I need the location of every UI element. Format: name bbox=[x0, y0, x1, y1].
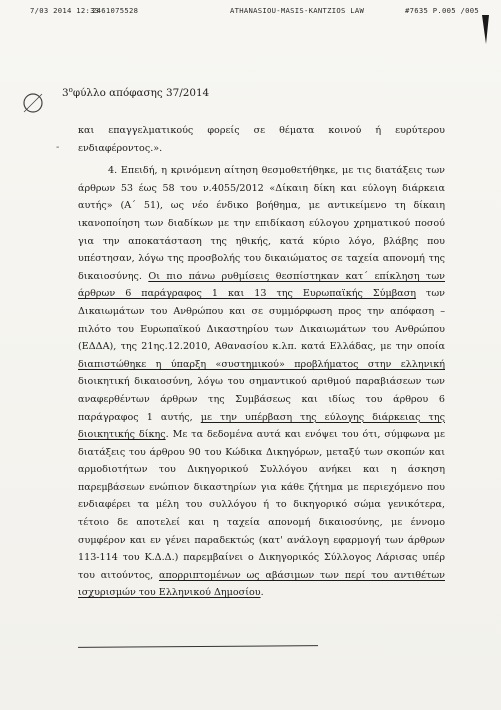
paragraph bbox=[78, 162, 445, 602]
sheet-number-sup: o bbox=[68, 86, 73, 94]
text-segment: διοικητική δικαιοσύνη, λόγω του σημαντικού αριθμού παραβιάσεων των αναφερθέντων άρθρων της Συμβάσεως και ιδίως του άρθρου 6 παράγραφος 1 αυτής, bbox=[78, 376, 445, 423]
margin-dash-mark: - bbox=[56, 142, 60, 153]
fax-sender: ATHANASIOU-MASIS-KANTZIOS LAW bbox=[230, 6, 365, 15]
text-segment: των Δικαιωμάτων του Ανθρώπου και σε συμμόρφωση προς την απόφαση – πιλότο του Ευρωπαϊκού Δικαστηρίου των Δικαιωμάτων του Ανθρώπου (ΕΔΔΑ), της 21ης.12.2010, Αθανασίου κ.λπ. κατά Ελλάδας, με την οποία bbox=[78, 288, 446, 353]
handwritten-underline bbox=[78, 645, 318, 648]
punch-hole-mark bbox=[20, 90, 46, 116]
text-segment: . bbox=[260, 587, 264, 599]
underlined-text: απορριπτομένων ως αβάσιμων των περί του αντιθέτων ισχυρισμών του Ελληνικού Δημοσίου bbox=[78, 569, 445, 599]
underlined-text: με την υπέρβαση της εύλογης διάρκειας της διοικητικής δίκης bbox=[78, 411, 445, 441]
text-segment: 4. Επειδή, η κρινόμενη αίτηση θεσμοθετήθηκε, με τις διατάξεις των άρθρων 53 έως 58 του ν.4055/2012 «Δίκαιη δίκη και εύλογη διάρκεια αυτής» (Α΄ 51), ως νέο ένδικο βοήθημα, με αντικείμενο τη δίκαιη ικανοποίηση των διαδίκων με την επιδίκαση εύλογου χρηματικού ποσού για την αποκατάσταση της ηθικής, κατά κύριο λόγο, βλάβης που υπέστησαν, λόγω της προσβολής του δικαιώματος σε ταχεία απονομή της δικαιοσύνης. bbox=[78, 165, 445, 282]
underlined-text: Οι πιο πάνω ρυθμίσεις θεσπίστηκαν κατ΄ επίκληση των άρθρων 6 παράγραφος 1 και 13 της Ευρωπαϊκής Σύμβαση bbox=[78, 270, 445, 300]
sheet-number: 3 bbox=[62, 87, 69, 99]
fax-date: 7/03 2014 12:33 bbox=[30, 6, 100, 15]
text-segment: . Με τα δεδομένα αυτά και ενόψει του ότι, σύμφωνα με διατάξεις του άρθρου 90 του Κώδικα Δικηγόρων, μεταξύ των σκοπών και αρμοδιοτήτων του Δικηγορικού Συλλόγου ανήκει και η άσκηση παρεμβάσεων ενώπιον δικαστηρίων για κάθε ζήτημα με περιεχόμενο που ενδιαφέρει τα μέλη του συλλόγου ή το δικηγορικό σώμα γενικότερα, τέτοιο δε αποτελεί και η ταχεία απονομή δικαιοσύνης, με έννομο συμφέρον και εν γένει παραδεκτώς (κατ' ανάλογη εφαρμογή των άρθρων 113-114 του Κ.Δ.Δ.) παρεμβαίνει ο Δικηγορικός Σύλλογος Λάρισας υπέρ του αιτούντος, bbox=[78, 429, 445, 581]
fax-page: #7635 P.005 /005 bbox=[405, 6, 480, 15]
fax-number: 2461075528 bbox=[92, 6, 139, 15]
underlined-text: διαπιστώθηκε η ύπαρξη «συστημικού» προβλήματος στην ελληνική bbox=[78, 358, 445, 370]
paragraph bbox=[78, 122, 445, 157]
sheet-title bbox=[62, 86, 209, 99]
text-segment: και επαγγελματικούς φορείς σε θέματα κοινού ή ευρύτερου ενδιαφέροντος.». bbox=[78, 125, 445, 154]
sheet-title-text: φύλλο απόφασης 37/2014 bbox=[72, 87, 210, 99]
document-body bbox=[78, 122, 445, 602]
corner-fold-mark bbox=[481, 14, 491, 46]
fax-header bbox=[30, 6, 492, 18]
